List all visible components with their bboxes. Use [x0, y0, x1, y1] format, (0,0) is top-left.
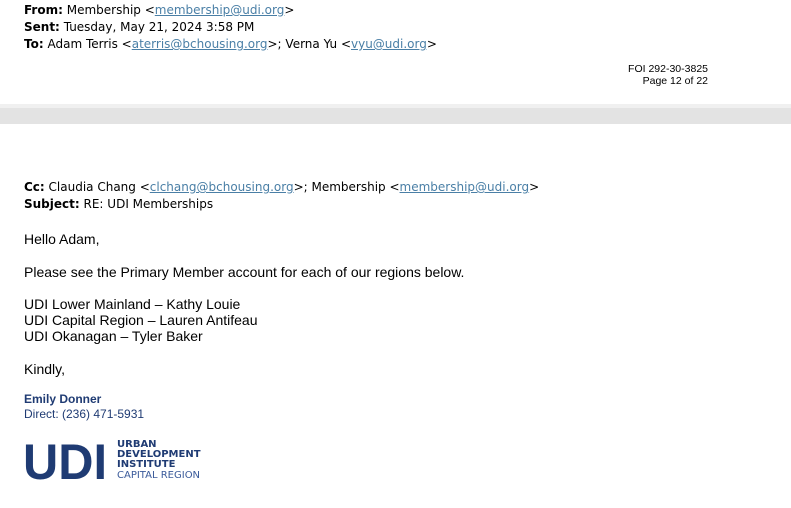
from-close: >: [284, 3, 295, 17]
cc-name-1: Claudia Chang <: [48, 180, 150, 194]
cc-line: [24, 179, 539, 196]
to-close: >: [426, 37, 437, 51]
udi-logo: [23, 437, 203, 483]
greeting: Hello Adam,: [24, 231, 100, 247]
from-name: Membership <: [66, 3, 155, 17]
logo-line-2: DEVELOPMENT: [117, 449, 201, 460]
logo-mark: UDI: [23, 437, 107, 483]
page-separator: [0, 108, 791, 124]
foi-page: Page 12 of 22: [642, 75, 708, 87]
sent-label: Sent:: [24, 20, 60, 34]
cc-close: >: [529, 180, 540, 194]
region-item: UDI Capital Region – Lauren Antifeau: [24, 312, 258, 328]
intro-paragraph: Please see the Primary Member account for each of our regions below.: [24, 264, 465, 280]
to-separator: >; Verna Yu <: [267, 37, 351, 51]
subject-value: RE: UDI Memberships: [83, 197, 214, 211]
cc-email-link-1[interactable]: clchang@bchousing.org: [149, 180, 294, 194]
to-email-link-1[interactable]: aterris@bchousing.org: [131, 37, 268, 51]
cc-separator: >; Membership <: [293, 180, 400, 194]
signature-name: Emily Donner: [24, 392, 102, 406]
sent-line: [24, 19, 254, 36]
cc-email-link-2[interactable]: membership@udi.org: [399, 180, 530, 194]
closing: Kindly,: [24, 361, 65, 377]
to-line: [24, 36, 437, 53]
logo-line-4: CAPITAL REGION: [117, 470, 201, 481]
subject-line: [24, 196, 213, 213]
from-email-link[interactable]: membership@udi.org: [154, 3, 285, 17]
to-label: To:: [24, 37, 44, 51]
region-item: UDI Okanagan – Tyler Baker: [24, 328, 203, 344]
logo-line-1: URBAN: [117, 439, 157, 450]
cc-label: Cc:: [24, 180, 45, 194]
from-line: [24, 2, 294, 19]
to-name-1: Adam Terris <: [47, 37, 132, 51]
signature-direct-phone: Direct: (236) 471-5931: [24, 407, 145, 421]
foi-number: FOI 292-30-3825: [628, 63, 708, 75]
to-email-link-2[interactable]: vyu@udi.org: [351, 37, 427, 51]
subject-label: Subject:: [24, 197, 80, 211]
region-item: UDI Lower Mainland – Kathy Louie: [24, 296, 241, 312]
sent-value: Tuesday, May 21, 2024 3:58 PM: [63, 20, 255, 34]
from-label: From:: [24, 3, 63, 17]
logo-line-3: INSTITUTE: [117, 459, 176, 470]
